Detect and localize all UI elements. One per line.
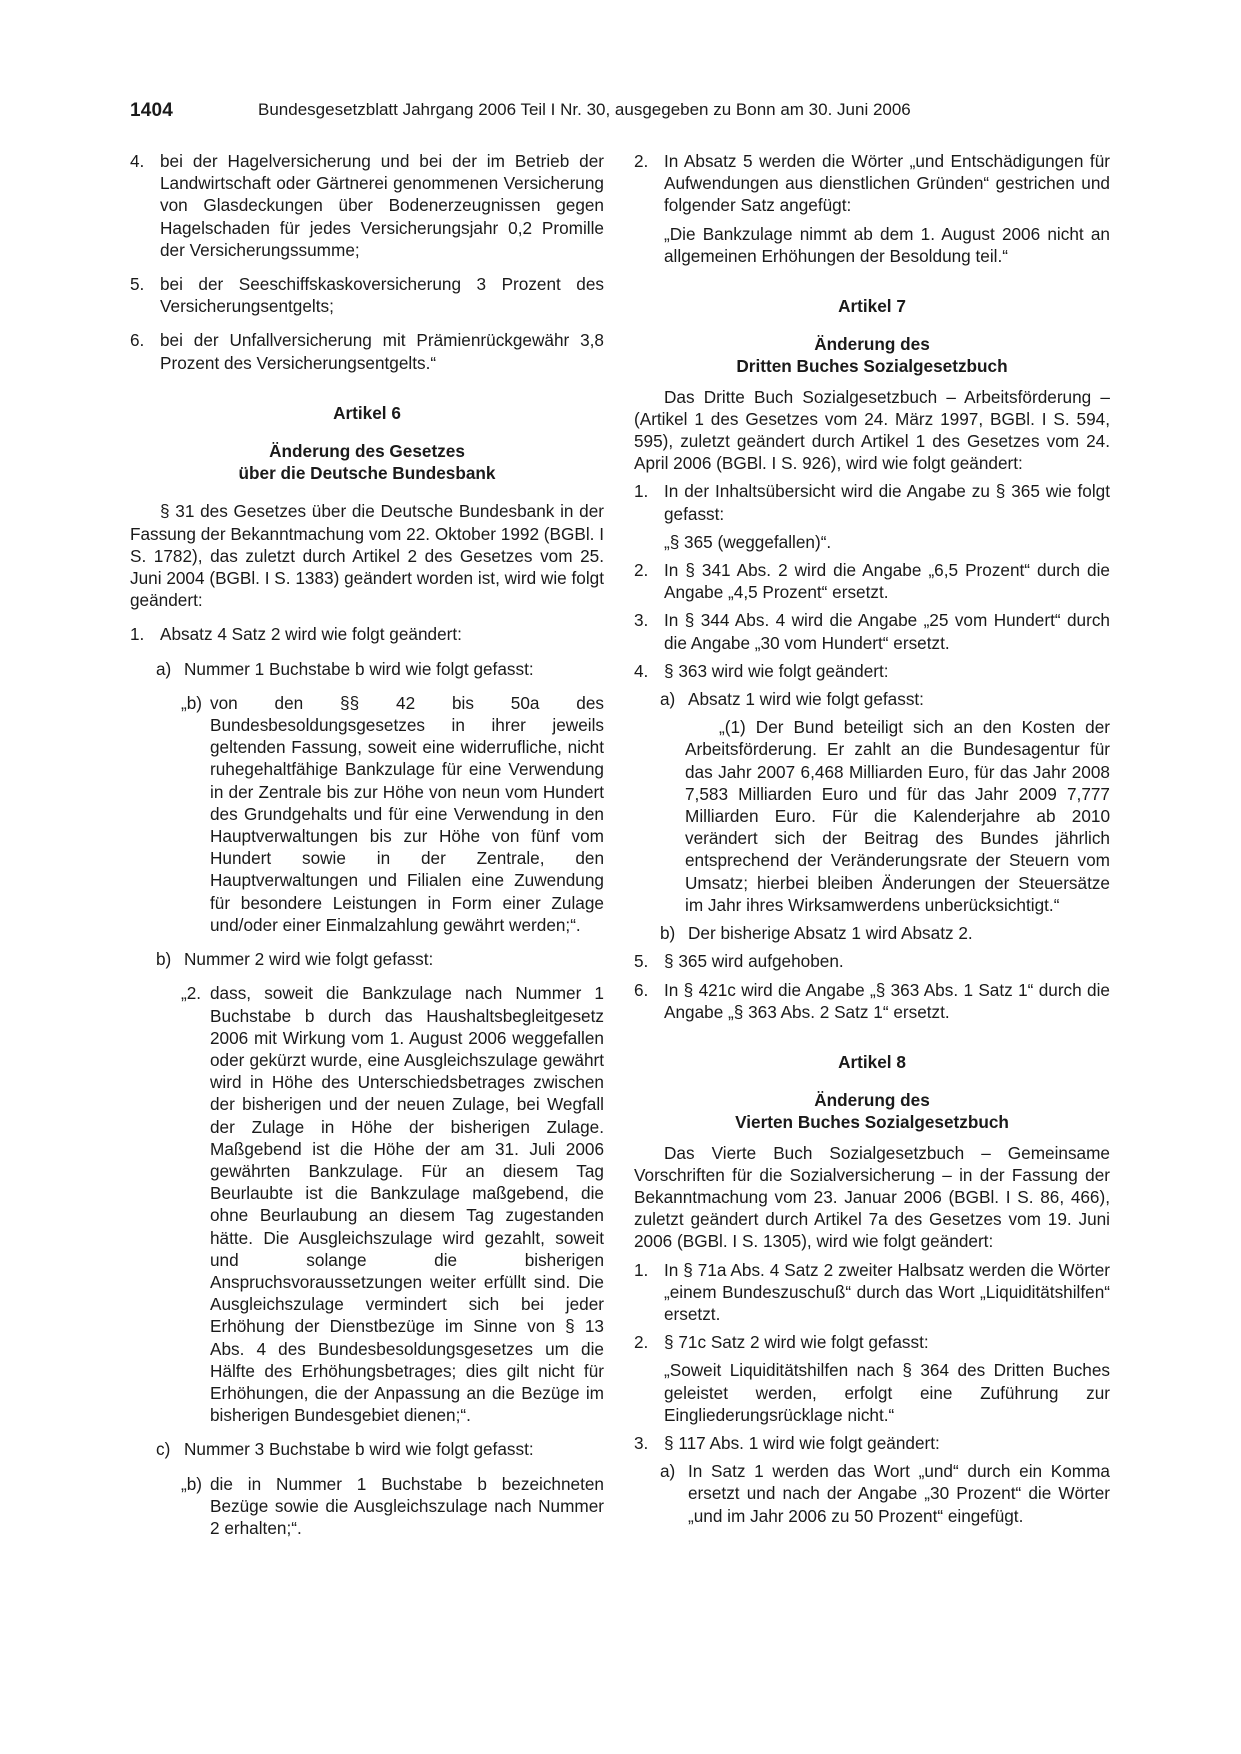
list-item: 1. Absatz 4 Satz 2 wird wie folgt geändert: <box>130 624 462 645</box>
article-8-subtitle: Vierten Buches Sozialgesetzbuch <box>735 1112 1009 1133</box>
list-item: 5. § 365 wird aufgehoben. <box>634 951 844 972</box>
article-6-subtitle: über die Deutsche Bundesbank <box>238 463 496 484</box>
left-column <box>130 150 604 1539</box>
article-6-heading: Artikel 6 <box>333 402 401 423</box>
list-item: 2. In § 341 Abs. 2 wird die Angabe „6,5 Prozent“ durch die Angabe „4,5 Prozent“ ersetzt. <box>634 560 1110 603</box>
list-item: a) Nummer 1 Buchstabe b wird wie folgt gefasst: <box>156 658 534 679</box>
article-8-intro: Das Vierte Buch Sozialgesetzbuch – Gemeinsame Vorschriften für die Sozialversicherung – in der Fassung der Bekanntmachung vom 23. Januar 2006 (BGBl. I S. 86, 466), zuletzt geändert durch Artikel 7a des Gesetzes vom 19. Juni 2006 (BGBl. I S. 1305), wird wie folgt geändert: <box>634 1142 1110 1252</box>
list-item: b) Der bisherige Absatz 1 wird Absatz 2. <box>660 923 973 944</box>
list-item: 5. bei der Seeschiffskaskoversicherung 3 Prozent des Versicherungsentgelts; <box>130 274 604 317</box>
article-7-subtitle: Dritten Buches Sozialgesetzbuch <box>736 356 1008 377</box>
quoted-provision: „Die Bankzulage nimmt ab dem 1. August 2006 nicht an allgemeinen Erhöhungen der Besoldung teil.“ <box>664 223 1110 266</box>
quoted-provision: „2. dass, soweit die Bankzulage nach Nummer 1 Buchstabe b durch das Haushaltsbegleitgesetz 2006 mit Wirkung vom 1. August 2006 weggefallen oder gekürzt wurde, eine Ausgleichszulage gewährt wird in Höhe des Unterschiedsbetrages zwischen der bisherigen und der neuen Zulage, bei Wegfall der Zulage in Höhe der bisherigen Zulage. Maßgebend ist die Höhe der am 31. Juli 2006 gewährten Bankzulage. Für an diesem Tag Beurlaubte ist die Bankzulage maßgebend, die ohne Beurlaubung an diesem Tag zugestanden hätte. Die Ausgleichszulage wird gezahlt, soweit und solange die bisherigen Anspruchsvoraussetzungen weiter erfüllt sind. Die Ausgleichszulage vermindert sich bei jeder Erhöhung der Dienstbezüge im Sinne von § 13 Abs. 4 des Bundesbesoldungsgesetzes um die Hälfte des Erhöhungsbetrages; dies gilt nicht für Erhöhungen, die der Anpassung an die Bezüge im bisherigen Bundesgebiet dienen;“. <box>181 983 604 1426</box>
list-item: 6. In § 421c wird die Angabe „§ 363 Abs. 1 Satz 1“ durch die Angabe „§ 363 Abs. 2 Satz 1“ ersetzt. <box>634 979 1110 1022</box>
article-7-heading: Artikel 7 <box>838 296 906 317</box>
list-item: 1. In der Inhaltsübersicht wird die Angabe zu § 365 wie folgt gefasst: <box>634 481 1110 524</box>
list-item: c) Nummer 3 Buchstabe b wird wie folgt gefasst: <box>156 1439 534 1460</box>
article-7-intro: Das Dritte Buch Sozialgesetzbuch – Arbeitsförderung – (Artikel 1 des Gesetzes vom 24. März 1997, BGBl. I S. 594, 595), zuletzt geändert durch Artikel 1 des Gesetzes vom 24. April 2006 (BGBl. I S. 926), wird wie folgt geändert: <box>634 386 1110 474</box>
list-item: 6. bei der Unfallversicherung mit Prämienrückgewähr 3,8 Prozent des Versicherungsentgelts.“ <box>130 330 604 373</box>
quoted-provision: „b) die in Nummer 1 Buchstabe b bezeichneten Bezüge sowie die Ausgleichszulage nach Nummer 2 erhalten;“. <box>181 1473 604 1538</box>
list-item: 1. In § 71a Abs. 4 Satz 2 zweiter Halbsatz werden die Wörter „einem Bundeszuschuß“ durch das Wort „Liquiditätshilfen“ ersetzt. <box>634 1259 1110 1324</box>
list-item: 4. bei der Hagelversicherung und bei der im Betrieb der Landwirtschaft oder Gärtnerei genommenen Versicherung von Glasdeckungen über Bodenerzeugnissen gegen Hagelschaden für jedes Versicherungsjahr 0,2 Promille der Versicherungssumme; <box>130 151 604 260</box>
running-header <box>130 100 1110 130</box>
list-item: 2. In Absatz 5 werden die Wörter „und Entschädigungen für Aufwendungen aus dienstlichen Gründen“ gestrichen und folgender Satz angefügt: <box>634 151 1110 216</box>
list-item: 4. § 363 wird wie folgt geändert: <box>634 660 889 681</box>
article-6-intro: § 31 des Gesetzes über die Deutsche Bundesbank in der Fassung der Bekanntmachung vom 22. Oktober 1992 (BGBl. I S. 1782), das zuletzt durch Artikel 2 des Gesetzes vom 25. Juni 2004 (BGBl. I S. 1383) geändert worden ist, wird wie folgt geändert: <box>130 501 604 611</box>
article-6-subtitle: Änderung des Gesetzes <box>269 441 465 462</box>
quoted-provision: „b) von den §§ 42 bis 50a des Bundesbesoldungsgesetzes in ihrer jeweils geltenden Fassung, soweit eine widerrufliche, nicht ruhegehaltfähige Bankzulage für eine Verwendung in der Zentrale bis zur Höhe von neun vom Hundert des Grundgehalts und für eine Verwendung in den Hauptverwaltungen bis zur Höhe von fünf vom Hundert sowie in der Zentrale, den Hauptverwaltungen und Filialen eine Zuwendung für besondere Leistungen in Form einer Zulage und/oder einer Einmalzahlung gewährt werden;“. <box>181 692 604 935</box>
quoted-provision: „(1) Der Bund beteiligt sich an den Kosten der Arbeitsförderung. Er zahlt an die Bundesagentur für das Jahr 2007 6,468 Milliarden Euro, für das Jahr 2008 7,583 Milliarden Euro und für das Jahr 2009 7,777 Milliarden Euro. Für die Kalenderjahre ab 2010 verändert sich der Beitrag des Bundes jährlich entsprechend der Veränderungsrate der Steuern vom Umsatz; hierbei bleiben Änderungen der Steuersätze im Jahr ihres Wirksamwerdens unberücksichtigt.“ <box>685 717 1110 915</box>
list-item: b) Nummer 2 wird wie folgt gefasst: <box>156 949 434 970</box>
article-8-heading: Artikel 8 <box>838 1051 906 1072</box>
article-8-subtitle: Änderung des <box>814 1090 930 1111</box>
right-column <box>634 150 1110 1527</box>
gazette-title: Bundesgesetzblatt Jahrgang 2006 Teil I Nr. 30, ausgegeben zu Bonn am 30. Juni 2006 <box>258 100 911 119</box>
list-item: a) Absatz 1 wird wie folgt gefasst: <box>660 689 924 710</box>
list-item: 2. § 71c Satz 2 wird wie folgt gefasst: <box>634 1332 929 1353</box>
quoted-provision: „Soweit Liquiditätshilfen nach § 364 des Dritten Buches geleistet werden, erfolgt eine Zuführung zur Eingliederungsrücklage nicht.“ <box>664 1360 1110 1425</box>
article-7-subtitle: Änderung des <box>814 334 930 355</box>
list-item: 3. § 117 Abs. 1 wird wie folgt geändert: <box>634 1432 940 1453</box>
list-item: a) In Satz 1 werden das Wort „und“ durch ein Komma ersetzt und nach der Angabe „30 Prozent“ die Wörter „und im Jahr 2006 zu 50 Prozent“ eingefügt. <box>660 1461 1110 1526</box>
quoted-provision: „§ 365 (weggefallen)“. <box>664 531 832 552</box>
page-number: 1404 <box>130 100 174 121</box>
list-item: 3. In § 344 Abs. 4 wird die Angabe „25 vom Hundert“ durch die Angabe „30 vom Hundert“ ersetzt. <box>634 610 1110 653</box>
